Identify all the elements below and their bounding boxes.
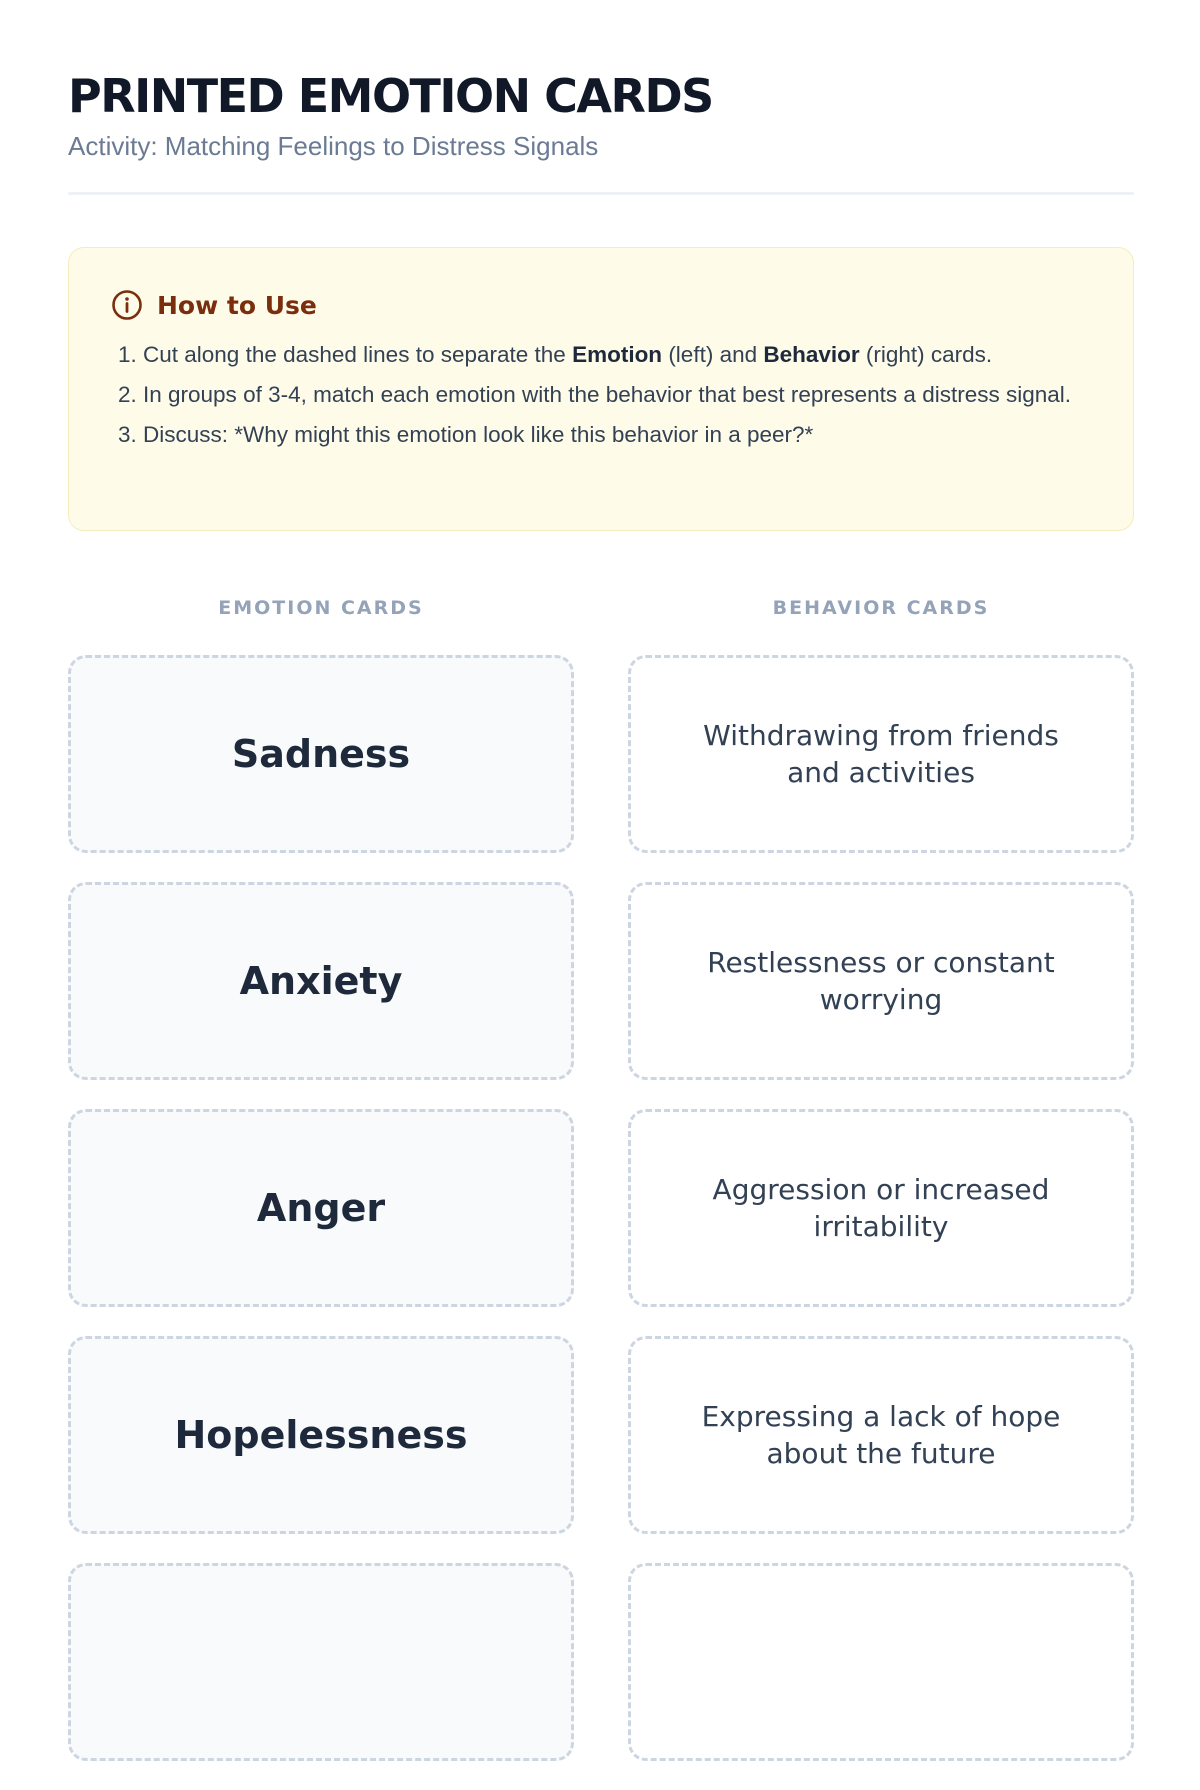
behavior-card bbox=[628, 1109, 1134, 1307]
emotion-card bbox=[68, 1563, 574, 1761]
card-row bbox=[68, 1109, 1134, 1307]
emotion-label: Anxiety bbox=[239, 959, 403, 1003]
emotion-card bbox=[68, 655, 574, 853]
emotion-card bbox=[68, 882, 574, 1080]
behavior-card bbox=[628, 655, 1134, 853]
behavior-cards-header: BEHAVIOR CARDS bbox=[772, 597, 990, 619]
behavior-label: Withdrawing from friends and activities bbox=[703, 719, 1059, 789]
instruction-step bbox=[143, 338, 1093, 372]
step-emphasis: Behavior bbox=[763, 342, 860, 367]
worksheet-page bbox=[68, 0, 1134, 1790]
instruction-step: 3. Discuss: *Why might this emotion look like this behavior in a peer?* bbox=[143, 418, 1093, 452]
step-text: (left) and bbox=[662, 342, 764, 367]
emotion-label: Sadness bbox=[231, 732, 411, 776]
card-row bbox=[68, 1336, 1134, 1534]
behavior-label: Expressing a lack of hope about the future bbox=[701, 1400, 1061, 1470]
page-title: PRINTED EMOTION CARDS bbox=[68, 69, 713, 123]
page-subtitle: Activity: Matching Feelings to Distress Signals bbox=[68, 131, 599, 161]
behavior-card bbox=[628, 1563, 1134, 1761]
emotion-card bbox=[68, 1109, 574, 1307]
header-divider bbox=[68, 192, 1134, 195]
card-row bbox=[68, 882, 1134, 1080]
emotion-card bbox=[68, 1336, 574, 1534]
card-row bbox=[68, 655, 1134, 853]
behavior-card bbox=[628, 1336, 1134, 1534]
behavior-label: Aggression or increased irritability bbox=[712, 1173, 1050, 1243]
behavior-card bbox=[628, 882, 1134, 1080]
emotion-label: Anger bbox=[256, 1186, 386, 1230]
how-to-use-title: How to Use bbox=[157, 290, 317, 320]
behavior-label: Restlessness or constant worrying bbox=[707, 946, 1055, 1016]
info-icon bbox=[111, 289, 143, 321]
column-headers bbox=[68, 597, 1134, 619]
emotion-label: Hopelessness bbox=[174, 1413, 468, 1457]
instruction-step: 2. In groups of 3-4, match each emotion with the behavior that best represents a distress signal. bbox=[143, 378, 1093, 412]
how-to-use-header bbox=[111, 288, 1093, 322]
step-text: Cut along the dashed lines to separate the bbox=[143, 342, 573, 367]
step-text: (right) cards. bbox=[859, 342, 993, 367]
card-row bbox=[68, 1563, 1134, 1761]
step-emphasis: Emotion bbox=[572, 342, 663, 367]
emotion-cards-header: EMOTION CARDS bbox=[218, 597, 424, 619]
how-to-use-panel bbox=[68, 247, 1134, 531]
instruction-list bbox=[111, 338, 1093, 452]
card-grid bbox=[68, 655, 1134, 1761]
